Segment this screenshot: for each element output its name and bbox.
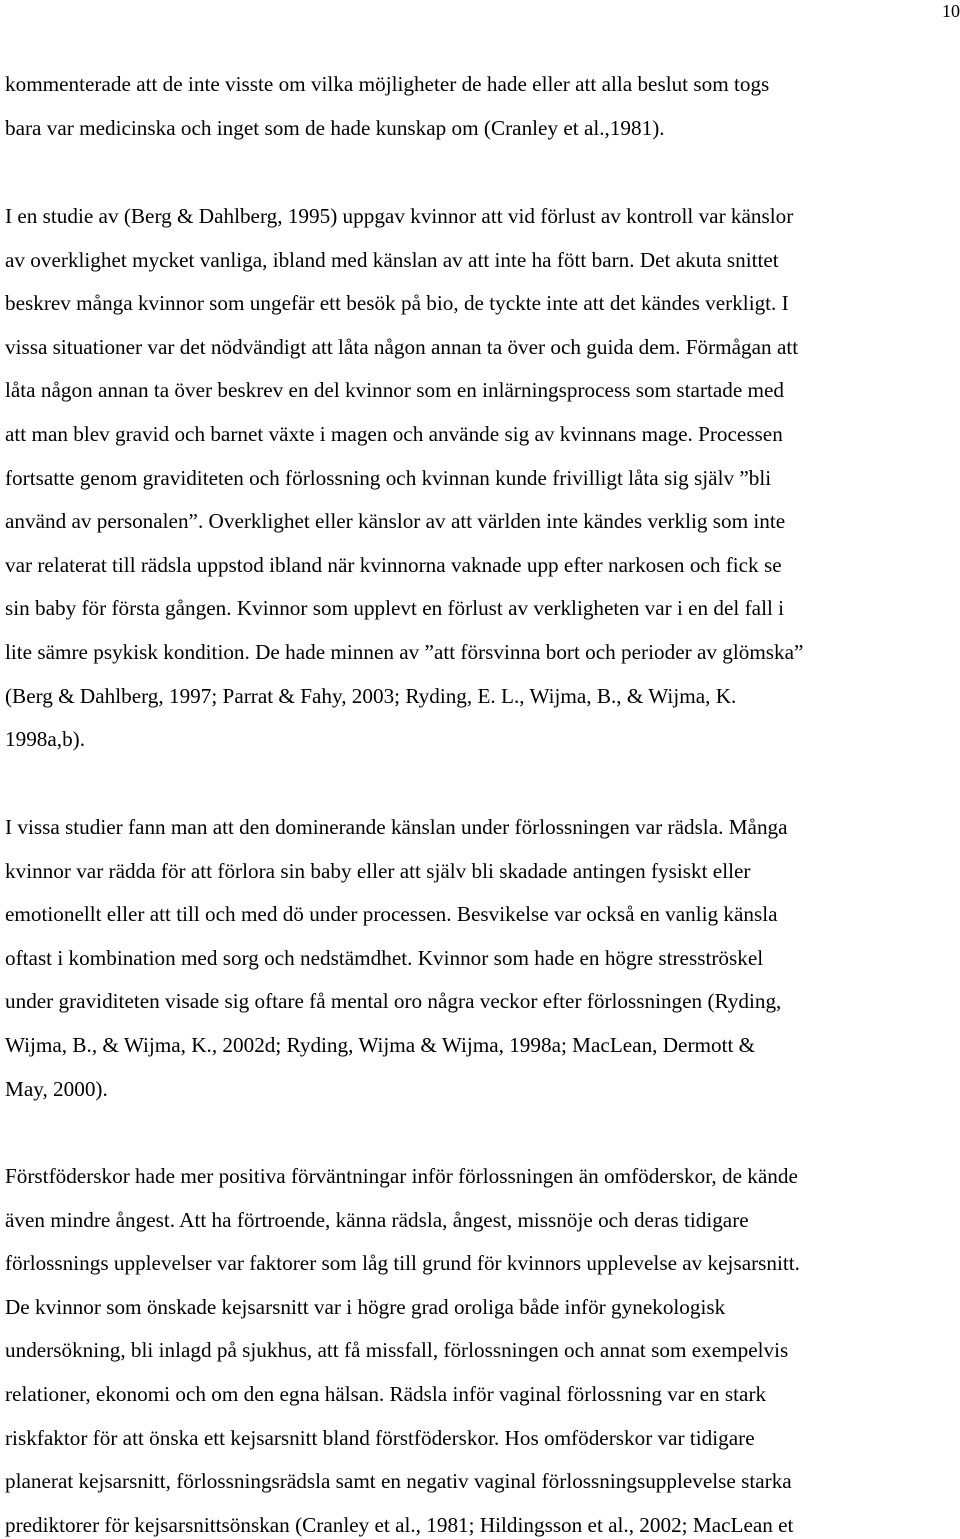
- text-line: lite sämre psykisk kondition. De hade minnen av ”att försvinna bort och perioder av glömska”: [5, 640, 804, 664]
- text-line: emotionellt eller att till och med dö under processen. Besvikelse var också en vanlig känsla: [5, 902, 778, 927]
- text-line: sin baby för första gången. Kvinnor som upplevt en förlust av verkligheten var i en del fall i: [5, 596, 785, 621]
- text-line: beskrev många kvinnor som ungefär ett besök på bio, de tyckte inte att det kändes verkligt. I: [5, 291, 789, 316]
- text-line: bara var medicinska och inget som de hade kunskap om (Cranley et al.,1981).: [5, 115, 665, 140]
- text-line: planerat kejsarsnitt, förlossningsrädsla samt en negativ vaginal förlossningsupplevelse starka: [5, 1469, 792, 1494]
- text-line: var relaterat till rädsla uppstod ibland när kvinnorna vaknade upp efter narkosen och fick se: [5, 552, 782, 577]
- text-line: 1998a,b).: [5, 727, 86, 752]
- text-line: kommenterade att de inte visste om vilka möjligheter de hade eller att alla beslut som togs: [5, 72, 770, 96]
- text-line: (Berg & Dahlberg, 1997; Parrat & Fahy, 2003; Ryding, E. L., Wijma, B., & Wijma, K.: [5, 683, 737, 708]
- text-line: vissa situationer var det nödvändigt att låta någon annan ta över och guida dem. Förmågan att: [5, 334, 799, 359]
- text-line: av overklighet mycket vanliga, ibland med känslan av att inte ha fött barn. Det akuta snittet: [5, 247, 779, 272]
- text-line: låta någon annan ta över beskrev en del kvinnor som en inlärningsprocess som startade med: [5, 378, 785, 403]
- page-number: 10: [942, 1, 960, 21]
- text-line: under graviditeten visade sig oftare få mental oro några veckor efter förlossningen (Ryding,: [5, 989, 782, 1014]
- text-line: fortsatte genom graviditeten och förlossning och kvinnan kunde frivilligt låta sig själv ”bli: [5, 465, 772, 490]
- text-line: riskfaktor för att önska ett kejsarsnitt bland förstföderskor. Hos omföderskor var tidigare: [5, 1425, 755, 1450]
- text-line: oftast i kombination med sorg och nedstämdhet. Kvinnor som hade en högre stresströskel: [5, 945, 764, 970]
- text-line: förlossnings upplevelser var faktorer som låg till grund för kvinnors upplevelse av kejsarsnitt.: [5, 1251, 800, 1276]
- text-line: relationer, ekonomi och om den egna hälsan. Rädsla inför vaginal förlossning var en stark: [5, 1382, 767, 1406]
- text-line: även mindre ångest. Att ha förtroende, känna rädsla, ångest, missnöje och deras tidigare: [5, 1207, 749, 1232]
- text-line: Förstföderskor hade mer positiva förväntningar inför förlossningen än omföderskor, de kände: [5, 1164, 798, 1188]
- text-line: prediktorer för kejsarsnittsönskan (Cranley et al., 1981; Hildingsson et al., 2002; MacLean et: [5, 1512, 794, 1537]
- text-line: Wijma, B., & Wijma, K., 2002d; Ryding, Wijma & Wijma, 1998a; MacLean, Dermott &: [5, 1033, 756, 1057]
- text-line: De kvinnor som önskade kejsarsnitt var i högre grad oroliga både inför gynekologisk: [5, 1294, 726, 1319]
- text-line: använd av personalen”. Overklighet eller känslor av att världen inte kändes verklig som inte: [5, 509, 786, 534]
- text-line: I vissa studier fann man att den dominerande känslan under förlossningen var rädsla. Många: [5, 815, 788, 839]
- text-line: att man blev gravid och barnet växte i magen och använde sig av kvinnans mage. Processen: [5, 422, 783, 446]
- text-line: May, 2000).: [5, 1076, 108, 1101]
- text-line: undersökning, bli inlagd på sjukhus, att få missfall, förlossningen och annat som exempelvis: [5, 1338, 789, 1363]
- text-line: I en studie av (Berg & Dahlberg, 1995) uppgav kvinnor att vid förlust av kontroll var känslor: [5, 204, 794, 228]
- text-line: kvinnor var rädda för att förlora sin baby eller att själv bli skadade antingen fysiskt eller: [5, 858, 751, 883]
